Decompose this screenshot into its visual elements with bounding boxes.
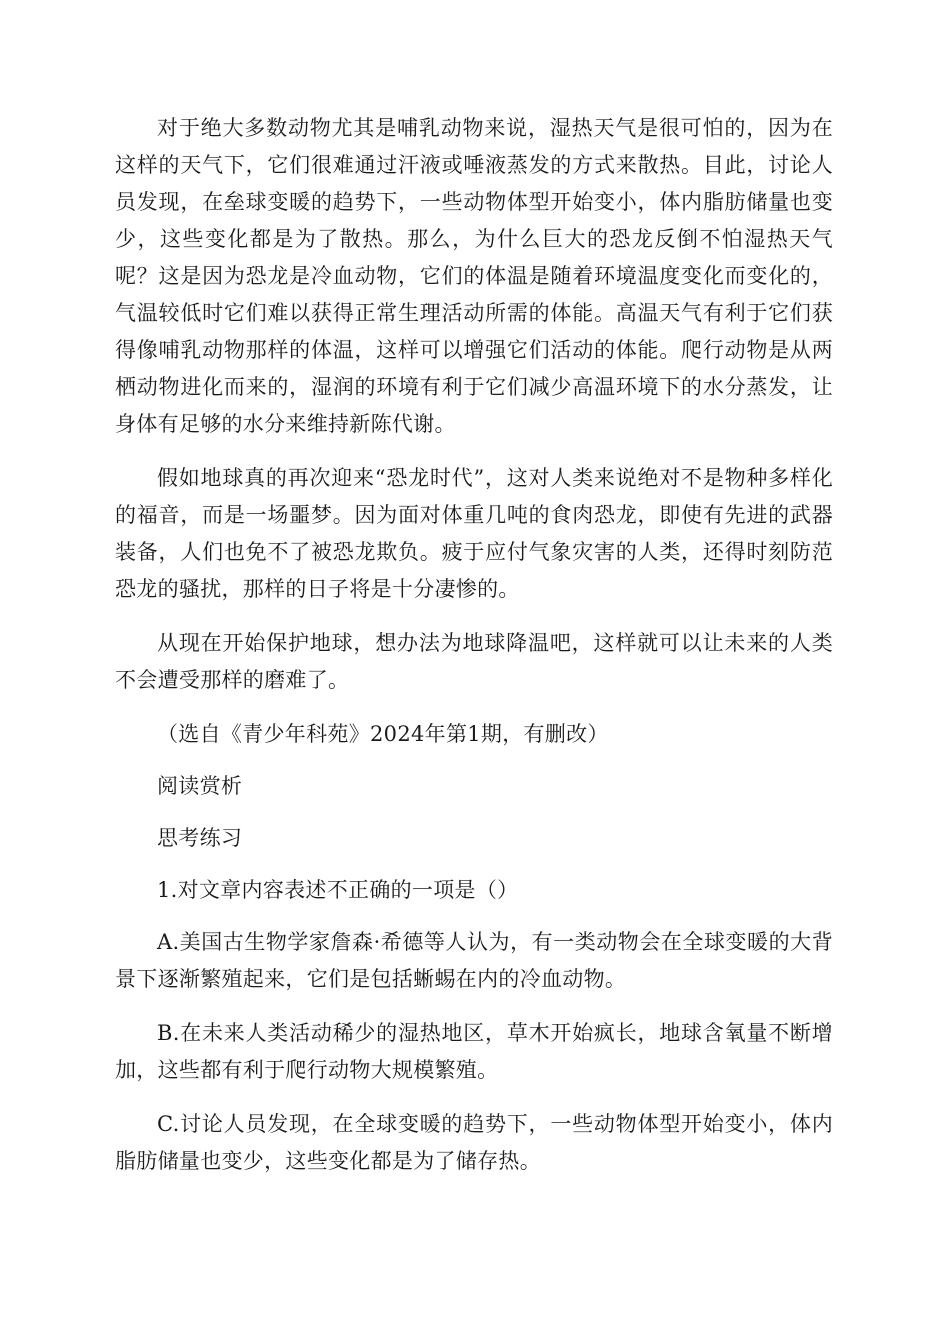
- subsection-heading: 思考练习: [157, 826, 243, 850]
- body-paragraph: 假如地球真的再次迎来“恐龙时代”，这对人类来说绝对不是物种多样化的福音，而是一场噩梦。因为面对体重几吨的食肉恐龙，即使有先进的武器装备，人们也免不了被恐龙欺负。疲于应付气象灾害的人类，还得时刻防范恐龙的骚扰，那样的日子将是十分凄惨的。: [115, 466, 833, 601]
- source-citation: （选自《青少年科苑》2024年第1期，有删改）: [157, 722, 609, 746]
- answer-option-b: B.在未来人类活动稀少的湿热地区，草木开始疯长，地球含氧量不断增加，这些都有利于爬行动物大规模繁殖。: [115, 1021, 833, 1082]
- answer-option-c: C.讨论人员发现，在全球变暖的趋势下，一些动物体型开始变小，体内脂肪储量也变少，这些变化都是为了储存热。: [115, 1112, 833, 1173]
- body-paragraph: 从现在开始保护地球，想办法为地球降温吧，这样就可以让未来的人类不会遭受那样的磨难了。: [115, 631, 833, 692]
- question-text: 1.对文章内容表述不正确的一项是（）: [157, 878, 519, 902]
- section-heading: 阅读赏析: [157, 774, 243, 798]
- body-paragraph: 对于绝大多数动物尤其是哺乳动物来说，湿热天气是很可怕的，因为在这样的天气下，它们很难通过汗液或唾液蒸发的方式来散热。目此，讨论人员发现，在垒球变暖的趋势下，一些动物体型开始变小，体内脂肪储量也变少，这些变化都是为了散热。那么，为什么巨大的恐龙反倒不怕湿热天气呢？这是因为恐龙是冷血动物，它们的体温是随着环境温度变化而变化的，气温较低时它们难以获得正常生理活动所需的体能。高温天气有利于它们获得像哺乳动物那样的体温，这样可以增强它们活动的体能。爬行动物是从两栖动物进化而来的，湿润的环境有利于它们减少高温环境下的水分蒸发，让身体有足够的水分来维持新陈代谢。: [115, 116, 833, 436]
- answer-option-a: A.美国古生物学家詹森·希德等人认为，有一类动物会在全球变暖的大背景下逐渐繁殖起来，它们是包括蜥蜴在内的冷血动物。: [115, 930, 833, 991]
- document-body: [115, 110, 833, 1197]
